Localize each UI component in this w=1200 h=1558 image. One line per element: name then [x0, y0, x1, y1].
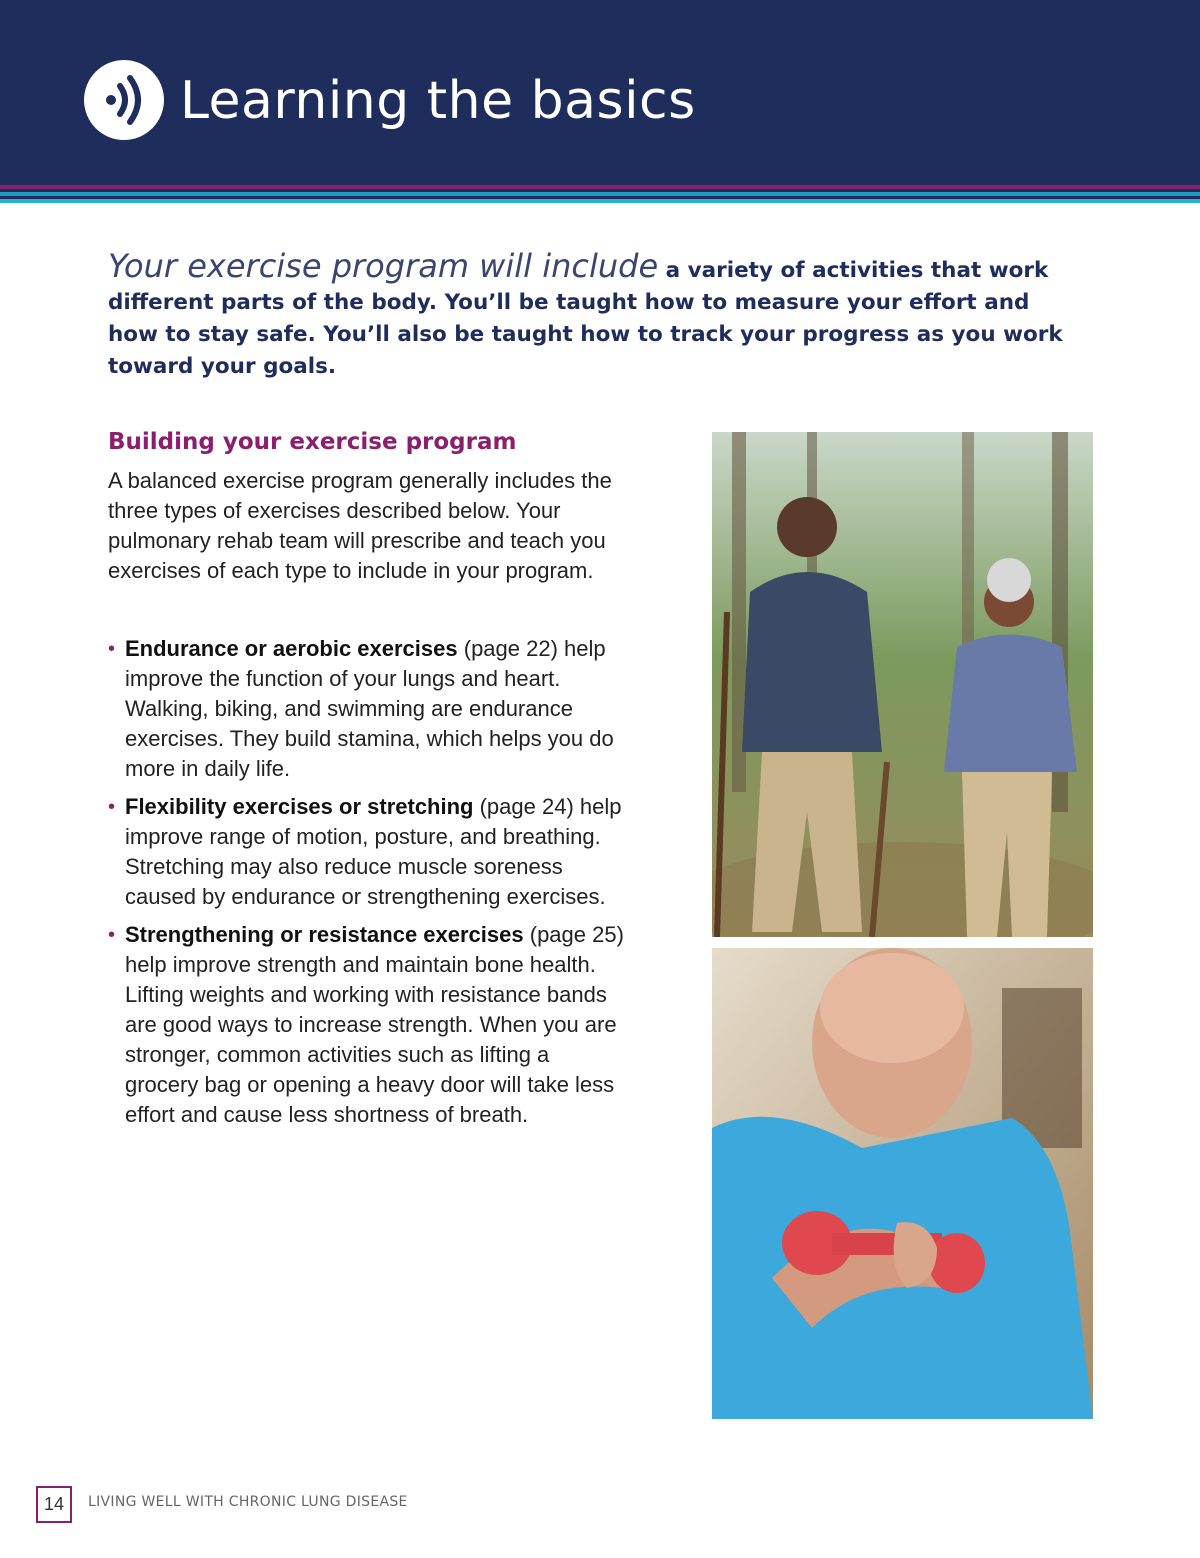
- list-item-text: (page 22) help improve the function of your lungs and heart. Walking, biking, and swimming are endurance exercises. They build stamina, which helps you do more in daily life.: [125, 636, 614, 781]
- bullet-icon: •: [108, 796, 116, 818]
- list-item: [108, 634, 628, 784]
- page-title: Learning the basics: [180, 71, 696, 131]
- list-item: [108, 792, 628, 912]
- intro-paragraph: [108, 247, 1068, 383]
- page-number: 14: [36, 1486, 72, 1523]
- bullet-icon: •: [108, 924, 116, 946]
- list-item-text: (page 25) help improve strength and maintain bone health. Lifting weights and working with resistance bands are good ways to increase strength. When you are stronger, common activities such as lifting a grocery bag or opening a heavy door will take less effort and cause less shortness of breath.: [125, 922, 624, 1127]
- section-heading: Building your exercise program: [108, 429, 517, 455]
- list-item-title: Strengthening or resistance exercises: [125, 922, 524, 947]
- publication-title: LIVING WELL WITH CHRONIC LUNG DISEASE: [88, 1494, 408, 1510]
- header-stripe: [0, 199, 1200, 203]
- list-item-title: Endurance or aerobic exercises: [125, 636, 458, 661]
- man-lifting-dumbbell-photo: [712, 948, 1093, 1419]
- exercise-types-list: [108, 634, 628, 1138]
- sound-waves-icon: [84, 60, 164, 140]
- intro-lead: Your exercise program will include: [108, 247, 659, 285]
- intro-rest: a variety of activities that work different parts of the body. You’ll be taught how to measure your effort and how to stay safe. You’ll also be taught how to track your progress as you work toward your goals.: [108, 258, 1063, 379]
- list-item-title: Flexibility exercises or stretching: [125, 794, 474, 819]
- section-paragraph: A balanced exercise program generally includes the three types of exercises described below. Your pulmonary rehab team will prescribe and teach you exercises of each type to include in your program.: [108, 468, 612, 583]
- list-item: [108, 920, 628, 1130]
- bullet-icon: •: [108, 638, 116, 660]
- list-item-text: (page 24) help improve range of motion, posture, and breathing. Stretching may also reduce muscle soreness caused by endurance or strengthening exercises.: [125, 794, 622, 909]
- hiking-couple-photo: [712, 432, 1093, 937]
